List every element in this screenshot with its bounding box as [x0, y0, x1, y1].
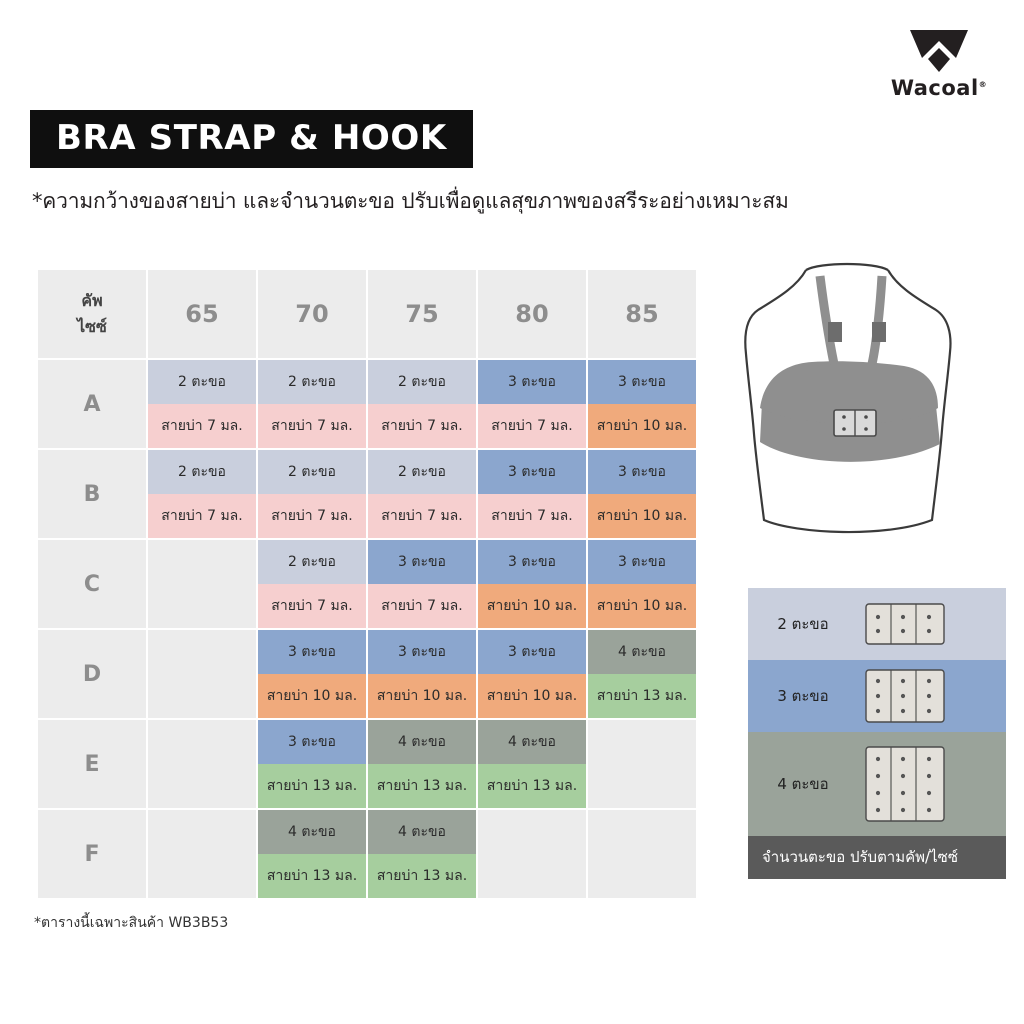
cell-d-65 [148, 630, 256, 718]
table-row [38, 810, 696, 898]
cell-d-70 [258, 630, 366, 718]
size-table-wrap [36, 268, 698, 900]
cell-hook-label: 3 ตะขอ [258, 630, 366, 674]
cell-strap-label: สายบ่า 13 มล. [478, 764, 586, 808]
cell-hook-label: 3 ตะขอ [478, 630, 586, 674]
cell-strap-label: สายบ่า 7 มล. [368, 404, 476, 448]
cell-strap-label: สายบ่า 7 มล. [368, 494, 476, 538]
cell-f-80 [478, 810, 586, 898]
cell-strap-label: สายบ่า 10 มล. [478, 584, 586, 628]
hook-3-row-icon [858, 664, 1006, 728]
table-row [38, 360, 696, 448]
cell-b-85 [588, 450, 696, 538]
cell-b-80 [478, 450, 586, 538]
cell-e-85 [588, 720, 696, 808]
cell-c-80 [478, 540, 586, 628]
cell-hook-label: 2 ตะขอ [148, 360, 256, 404]
cell-hook-label: 3 ตะขอ [478, 450, 586, 494]
legend-caption: จำนวนตะขอ ปรับตามคัพ/ไซซ์ [748, 836, 1006, 879]
cell-strap-label: สายบ่า 7 มล. [258, 494, 366, 538]
cell-a-70 [258, 360, 366, 448]
cell-strap-label: สายบ่า 10 มล. [258, 674, 366, 718]
brand-logo [884, 28, 994, 100]
cell-strap-label: สายบ่า 7 มล. [258, 404, 366, 448]
table-row [38, 720, 696, 808]
hook-2-row-icon [858, 596, 1006, 652]
cell-strap-label: สายบ่า 7 มล. [258, 584, 366, 628]
bra-back-view-illustration [736, 258, 1006, 558]
bra-size-table [36, 268, 698, 900]
cell-strap-label: สายบ่า 10 มล. [478, 674, 586, 718]
cell-strap-label: สายบ่า 7 มล. [478, 494, 586, 538]
cell-hook-label: 2 ตะขอ [258, 540, 366, 584]
table-row [38, 450, 696, 538]
cell-b-70 [258, 450, 366, 538]
corner-label-cup: คัพ [81, 291, 103, 311]
cell-strap-label: สายบ่า 7 มล. [368, 584, 476, 628]
cell-a-80 [478, 360, 586, 448]
cell-c-70 [258, 540, 366, 628]
hook-legend [748, 588, 1006, 879]
cell-strap-label: สายบ่า 7 มล. [478, 404, 586, 448]
row-header-d: D [38, 630, 146, 718]
cell-d-80 [478, 630, 586, 718]
table-body [38, 360, 696, 898]
cell-strap-label: สายบ่า 7 มล. [148, 494, 256, 538]
cell-e-70 [258, 720, 366, 808]
hook-4-row-icon [858, 741, 1006, 827]
cell-hook-label: 2 ตะขอ [258, 450, 366, 494]
cell-strap-label: สายบ่า 13 มล. [258, 764, 366, 808]
legend-item-4-hook [748, 732, 1006, 836]
column-header-65: 65 [148, 270, 256, 358]
cell-hook-label: 4 ตะขอ [588, 630, 696, 674]
table-corner-cell [38, 270, 146, 358]
cell-strap-label: สายบ่า 10 มล. [368, 674, 476, 718]
cell-e-75 [368, 720, 476, 808]
cell-c-85 [588, 540, 696, 628]
cell-d-85 [588, 630, 696, 718]
cell-c-75 [368, 540, 476, 628]
wacoal-w-mark-icon [908, 28, 970, 74]
cell-hook-label: 2 ตะขอ [368, 360, 476, 404]
legend-item-3-hook [748, 660, 1006, 732]
brand-wordmark: Wacoal® [890, 76, 988, 100]
cell-hook-label: 4 ตะขอ [368, 720, 476, 764]
column-header-75: 75 [368, 270, 476, 358]
cell-f-65 [148, 810, 256, 898]
cell-e-65 [148, 720, 256, 808]
cell-b-75 [368, 450, 476, 538]
cell-f-85 [588, 810, 696, 898]
cell-strap-label: สายบ่า 10 มล. [588, 404, 696, 448]
cell-strap-label: สายบ่า 7 มล. [148, 404, 256, 448]
legend-label-4-hook: 4 ตะขอ [777, 775, 829, 793]
cell-hook-label: 3 ตะขอ [368, 540, 476, 584]
legend-item-2-hook [748, 588, 1006, 660]
cell-d-75 [368, 630, 476, 718]
legend-label-3-hook: 3 ตะขอ [777, 687, 829, 705]
cell-hook-label: 4 ตะขอ [258, 810, 366, 854]
table-row [38, 630, 696, 718]
cell-a-85 [588, 360, 696, 448]
cell-hook-label: 2 ตะขอ [368, 450, 476, 494]
cell-f-75 [368, 810, 476, 898]
cell-strap-label: สายบ่า 13 มล. [368, 854, 476, 898]
cell-hook-label: 2 ตะขอ [258, 360, 366, 404]
cell-hook-label: 3 ตะขอ [258, 720, 366, 764]
cell-strap-label: สายบ่า 13 มล. [368, 764, 476, 808]
legend-label-2-hook: 2 ตะขอ [777, 615, 829, 633]
cell-hook-label: 4 ตะขอ [478, 720, 586, 764]
table-header-row [38, 270, 696, 358]
row-header-c: C [38, 540, 146, 628]
cell-c-65 [148, 540, 256, 628]
cell-hook-label: 3 ตะขอ [588, 450, 696, 494]
corner-label-size: ไซซ์ [77, 317, 107, 336]
table-row [38, 540, 696, 628]
cell-hook-label: 3 ตะขอ [588, 540, 696, 584]
page-subtitle: *ความกว้างของสายบ่า และจำนวนตะขอ ปรับเพื่อดูแลสุขภาพของสรีระอย่างเหมาะสม [32, 189, 789, 213]
row-header-b: B [38, 450, 146, 538]
row-header-e: E [38, 720, 146, 808]
cell-a-65 [148, 360, 256, 448]
cell-a-75 [368, 360, 476, 448]
cell-strap-label: สายบ่า 10 มล. [588, 494, 696, 538]
row-header-a: A [38, 360, 146, 448]
cell-hook-label: 2 ตะขอ [148, 450, 256, 494]
cell-hook-label: 4 ตะขอ [368, 810, 476, 854]
cell-strap-label: สายบ่า 10 มล. [588, 584, 696, 628]
cell-e-80 [478, 720, 586, 808]
cell-strap-label: สายบ่า 13 มล. [588, 674, 696, 718]
cell-strap-label: สายบ่า 13 มล. [258, 854, 366, 898]
cell-hook-label: 3 ตะขอ [478, 540, 586, 584]
page-title: BRA STRAP & HOOK [30, 110, 473, 168]
cell-b-65 [148, 450, 256, 538]
column-header-85: 85 [588, 270, 696, 358]
row-header-f: F [38, 810, 146, 898]
cell-hook-label: 3 ตะขอ [478, 360, 586, 404]
footnote: *ตารางนี้เฉพาะสินค้า WB3B53 [34, 915, 229, 931]
cell-f-70 [258, 810, 366, 898]
cell-hook-label: 3 ตะขอ [588, 360, 696, 404]
column-header-80: 80 [478, 270, 586, 358]
cell-hook-label: 3 ตะขอ [368, 630, 476, 674]
column-header-70: 70 [258, 270, 366, 358]
